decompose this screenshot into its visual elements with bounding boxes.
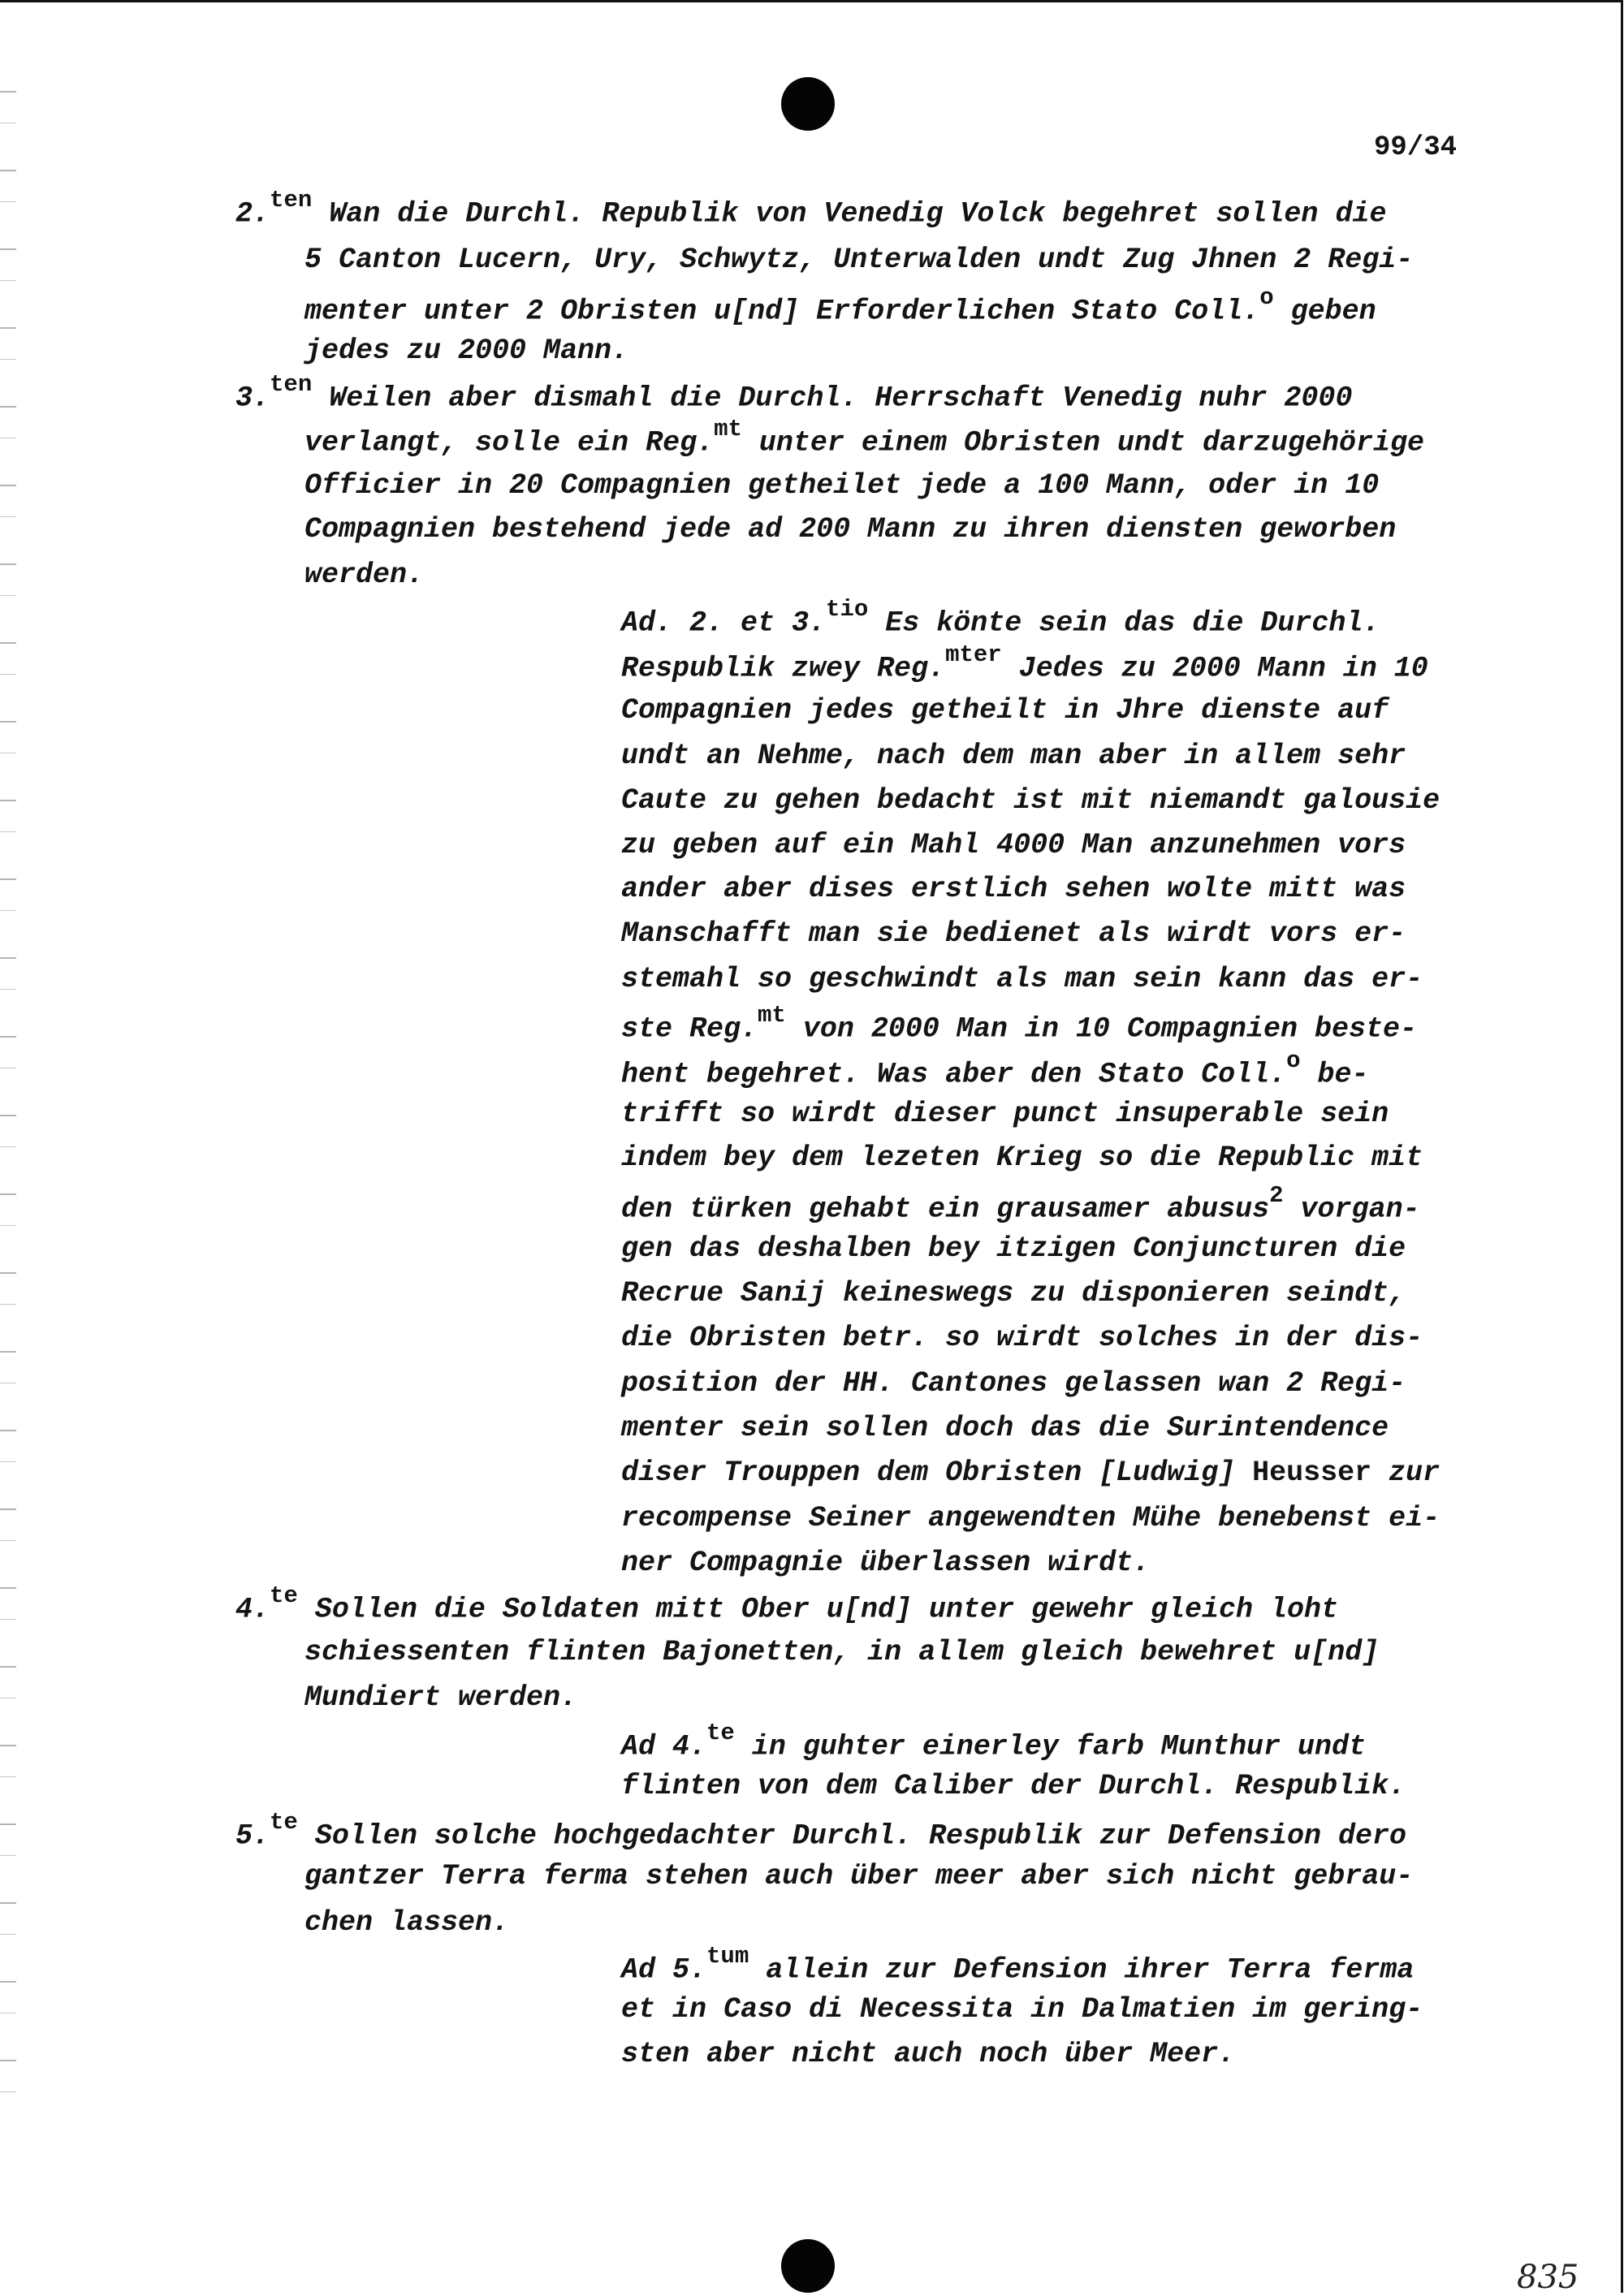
text-line <box>621 1457 1440 1489</box>
text-run: den türken gehabt ein grausamer abusus <box>621 1193 1270 1226</box>
text-run: recompense Seiner angewendten Mühe benebenst ei- <box>621 1502 1440 1534</box>
text-run: hent begehret. Was aber den Stato Coll. <box>621 1058 1287 1091</box>
punch-hole-top <box>781 77 835 131</box>
superscript: mter <box>945 641 1002 668</box>
text-run: Manschafft man sie bedienet als wirdt vors er- <box>621 917 1406 950</box>
text-run: Ad 4. <box>621 1730 707 1763</box>
text-run: schiessenten flinten Bajonetten, in allem gleich bewehret u[nd] <box>304 1636 1380 1668</box>
text-line <box>304 559 424 591</box>
text-run: verlangt, solle ein Reg. <box>304 426 715 460</box>
text-line <box>621 1943 1415 1987</box>
text-line <box>621 1322 1423 1354</box>
text-run: Ad 5. <box>621 1953 707 1987</box>
text-run: Recrue Sanij keineswegs zu disponieren seindt, <box>621 1277 1406 1310</box>
text-line <box>304 1906 509 1939</box>
superscript: mt <box>714 416 742 442</box>
text-line <box>621 1142 1423 1174</box>
text-line <box>621 1047 1369 1091</box>
superscript: mt <box>758 1002 786 1029</box>
text-run: Compagnien bestehend jede ad 200 Mann zu ihren diensten geworben <box>304 513 1397 546</box>
superscript: ten <box>270 187 313 214</box>
text-run: menter unter 2 Obristen u[nd] Erforderlichen Stato Coll. <box>304 295 1260 328</box>
text-run: 2. <box>235 197 270 231</box>
text-line <box>621 596 1380 640</box>
text-run: ner Compagnie überlassen wirdt. <box>621 1547 1151 1579</box>
text-run: indem bey dem lezeten Krieg so die Republic mit <box>621 1142 1423 1174</box>
superscript: te <box>706 1720 735 1746</box>
text-run: gantzer Terra ferma stehen auch über meer aber sich nicht gebrau- <box>304 1860 1414 1892</box>
text-line <box>621 1098 1389 1130</box>
text-line <box>304 416 1425 460</box>
superscript: ten <box>270 371 313 398</box>
text-line <box>621 917 1406 950</box>
text-line <box>621 1412 1389 1444</box>
text-run: 4. <box>235 1593 270 1626</box>
superscript: o <box>1286 1047 1301 1074</box>
text-line <box>621 1502 1440 1534</box>
text-line <box>235 1582 1339 1626</box>
text-run: vorgan- <box>1283 1193 1420 1226</box>
text-run: 3. <box>235 382 270 415</box>
text-line <box>304 334 628 367</box>
text-run: geben <box>1273 295 1376 328</box>
text-run: Compagnien jedes getheilt in Jhre dienste auf <box>621 694 1389 727</box>
text-run: Jedes zu 2000 Mann in 10 <box>1001 652 1428 685</box>
text-line <box>621 1770 1406 1802</box>
superscript: te <box>270 1809 298 1836</box>
text-line <box>235 1809 1407 1853</box>
text-line <box>621 694 1389 727</box>
text-line <box>621 1367 1406 1400</box>
text-run: gen das deshalben bey itzigen Conjuncturen die <box>621 1232 1406 1265</box>
text-line <box>235 187 1387 231</box>
superscript: tum <box>706 1943 749 1970</box>
text-line <box>304 1636 1379 1668</box>
text-run: Wan die Durchl. Republik von Venedig Volck begehret sollen die <box>312 197 1387 231</box>
text-run: position der HH. Cantones gelassen wan 2 Regi- <box>621 1367 1406 1400</box>
text-run: Mundiert werden. <box>304 1681 578 1714</box>
text-line <box>621 784 1440 817</box>
text-line <box>621 641 1428 685</box>
text-run: diser Trouppen dem Obristen [Ludwig] <box>621 1457 1253 1489</box>
text-line <box>304 513 1396 546</box>
text-line <box>235 371 1353 415</box>
text-run: unter einem Obristen undt darzugehörige <box>741 426 1425 460</box>
text-run: Caute zu gehen bedacht ist mit niemandt galousie <box>621 784 1440 817</box>
text-run: Sollen die Soldaten mitt Ober u[nd] unter gewehr gleich loht <box>297 1593 1339 1626</box>
text-run: undt an Nehme, nach dem man aber in allem sehr <box>621 740 1406 772</box>
text-line <box>304 284 1376 328</box>
text-run: die Obristen betr. so wirdt solches in der dis- <box>621 1322 1423 1354</box>
text-run: sten aber nicht auch noch über Meer. <box>621 2038 1236 2070</box>
text-line <box>621 2038 1235 2070</box>
text-line <box>304 469 1379 502</box>
punch-hole-bottom <box>781 2239 835 2293</box>
text-run: trifft so wirdt dieser punct insuperable sein <box>621 1098 1389 1130</box>
text-run: in guhter einerley farb Munthur undt <box>734 1730 1366 1763</box>
text-line <box>621 1547 1150 1579</box>
superscript: 2 <box>1269 1182 1284 1209</box>
text-run: 5 Canton Lucern, Ury, Schwytz, Unterwalden undt Zug Jhnen 2 Regi- <box>304 244 1414 276</box>
text-line <box>621 1232 1406 1265</box>
text-run: Ad. 2. et 3. <box>621 606 827 640</box>
text-run: von 2000 Man in 10 Compagnien beste- <box>785 1012 1417 1046</box>
text-run: allein zur Defension ihrer Terra ferma <box>749 1953 1415 1987</box>
text-run: be- <box>1300 1058 1369 1091</box>
emphasized-name: Heusser <box>1252 1457 1372 1489</box>
text-run: flinten von dem Caliber der Durchl. Respublik. <box>621 1770 1406 1802</box>
text-run: et in Caso di Necessita in Dalmatien im gering- <box>621 1993 1423 2026</box>
text-run: 5. <box>235 1819 270 1853</box>
superscript: o <box>1259 284 1274 311</box>
text-run: zu geben auf ein Mahl 4000 Man anzunehmen vors <box>621 829 1406 861</box>
superscript: tio <box>826 596 869 623</box>
text-line <box>621 1002 1417 1046</box>
text-line <box>621 1993 1423 2026</box>
superscript: te <box>270 1582 298 1609</box>
text-run: zur <box>1371 1457 1440 1489</box>
text-line <box>621 1720 1366 1763</box>
text-line <box>304 1860 1413 1892</box>
text-run: stemahl so geschwindt als man sein kann das er- <box>621 963 1423 995</box>
text-line <box>621 1277 1406 1310</box>
text-run: Respublik zwey Reg. <box>621 652 946 685</box>
text-run: werden. <box>304 559 425 591</box>
scan-edge-marks <box>0 73 16 2119</box>
text-run: ste Reg. <box>621 1012 758 1046</box>
text-run: menter sein sollen doch das die Surintendence <box>621 1412 1389 1444</box>
text-line <box>621 740 1406 772</box>
text-run: chen lassen. <box>304 1906 510 1939</box>
text-run: Weilen aber dismahl die Durchl. Herrschaft Venedig nuhr 2000 <box>312 382 1353 415</box>
text-line <box>621 829 1406 861</box>
text-run: ander aber dises erstlich sehen wolte mitt was <box>621 873 1406 905</box>
text-run: Officier in 20 Compagnien getheilet jede a 100 Mann, oder in 10 <box>304 469 1380 502</box>
handwritten-folio-mark: 835 <box>1517 2259 1579 2296</box>
text-run: Sollen solche hochgedachter Durchl. Respublik zur Defension dero <box>297 1819 1407 1853</box>
text-line <box>621 963 1423 995</box>
text-line <box>304 244 1413 276</box>
text-run: jedes zu 2000 Mann. <box>304 334 629 367</box>
text-line <box>621 1182 1420 1226</box>
text-line <box>621 873 1406 905</box>
text-run: Es könte sein das die Durchl. <box>868 606 1380 640</box>
page-number: 99/34 <box>1374 132 1458 163</box>
text-line <box>304 1681 577 1714</box>
